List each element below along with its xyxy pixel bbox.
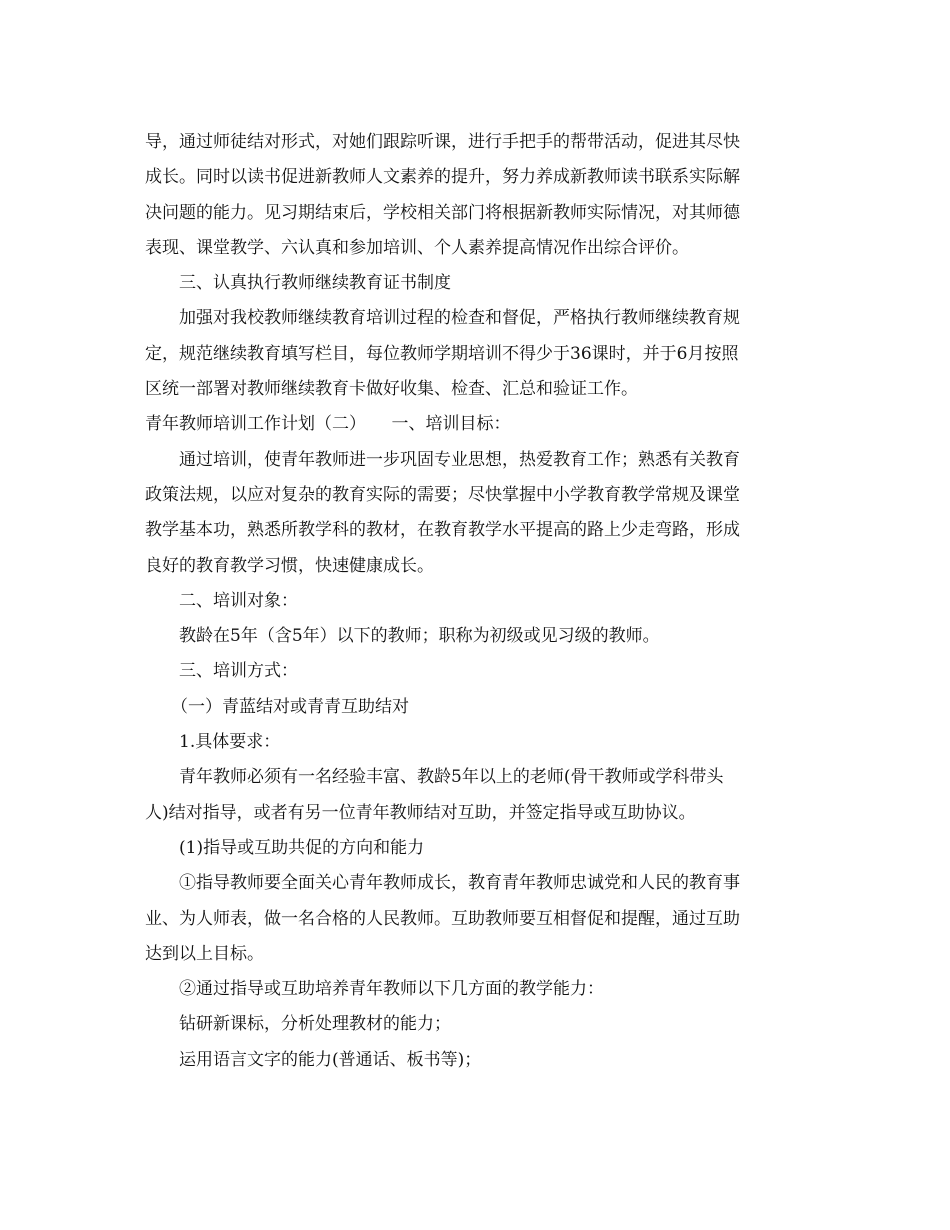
document-line: 运用语言文字的能力(普通话、板书等)； [179, 1049, 482, 1070]
document-line: 三、培训方式： [179, 661, 298, 682]
document-line: 定，规范继续教育填写栏目，每位教师学期培训不得少于36课时，并于6月按照 [145, 343, 739, 364]
document-line: (1)指导或互助共促的方向和能力 [179, 837, 425, 858]
document-line: 良好的教育教学习惯，快速健康成长。 [145, 555, 434, 576]
document-line: 加强对我校教师继续教育培训过程的检查和督促，严格执行教师继续教育规 [179, 308, 740, 329]
document-line: 教学基本功，熟悉所教学科的教材，在教育教学水平提高的路上少走弯路，形成 [145, 520, 740, 541]
document-line: 达到以上目标。 [145, 943, 264, 964]
document-line: 导，通过师徒结对形式，对她们跟踪听课，进行手把手的帮带活动，促进其尽快 [145, 132, 740, 152]
document-line: 教龄在5年（含5年）以下的教师；职称为初级或见习级的教师。 [179, 626, 660, 647]
document-line: 青年教师必须有一名经验丰富、教龄5年以上的老师(骨干教师或学科带头 [179, 767, 724, 788]
document-line: ②通过指导或互助培养青年教师以下几方面的教学能力： [179, 979, 604, 1000]
document-line: 决问题的能力。见习期结束后，学校相关部门将根据新教师实际情况，对其师德 [145, 202, 740, 223]
document-line: 1.具体要求： [179, 732, 281, 753]
document-line: 成长。同时以读书促进新教师人文素养的提升，努力养成新教师读书联系实际解 [145, 167, 740, 188]
document-line: 青年教师培训工作计划（二） 一、培训目标： [145, 414, 511, 435]
document-line: 区统一部署对教师继续教育卡做好收集、检查、汇总和验证工作。 [145, 379, 638, 400]
document-line: （一）青蓝结对或青青互助结对 [171, 696, 409, 717]
document-line: 政策法规，以应对复杂的教育实际的需要；尽快掌握中小学教育教学常规及课堂 [145, 484, 740, 505]
document-line: 二、培训对象： [179, 590, 298, 611]
document-line: 三、认真执行教师继续教育证书制度 [179, 273, 451, 294]
document-line: 表现、课堂教学、六认真和参加培训、个人素养提高情况作出综合评价。 [145, 237, 689, 258]
document-line: 业、为人师表，做一名合格的人民教师。互助教师要互相督促和提醒，通过互助 [145, 908, 740, 929]
document-body [145, 125, 805, 1078]
document-line: ①指导教师要全面关心青年教师成长，教育青年教师忠诚党和人民的教育事 [179, 873, 740, 894]
document-line: 通过培训，使青年教师进一步巩固专业思想，热爱教育工作；熟悉有关教育 [179, 449, 740, 470]
document-line: 人)结对指导，或者有另一位青年教师结对互助，并签定指导或互助协议。 [145, 802, 696, 823]
document-line: 钻研新课标，分析处理教材的能力； [179, 1014, 451, 1035]
